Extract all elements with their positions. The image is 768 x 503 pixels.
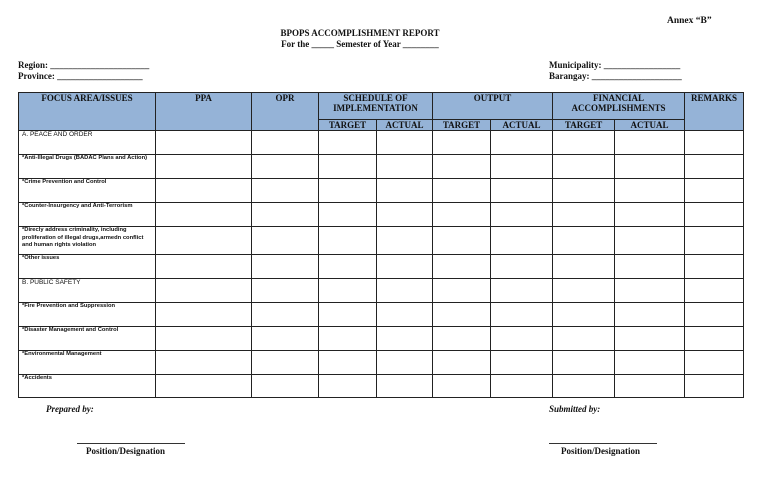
table-row [19, 303, 744, 327]
header-financial: FINANCIAL ACCOMPLISHMENTS [553, 93, 685, 120]
prepared-by-label: Prepared by: [46, 404, 94, 414]
header-financial-target: TARGET [553, 120, 615, 131]
row-label: B. PUBLIC SAFETY [19, 279, 156, 303]
header-output: OUTPUT [433, 93, 553, 120]
row-label: *Environmental Management [19, 351, 156, 375]
header-schedule: SCHEDULE OF IMPLEMENTATION [319, 93, 433, 120]
row-label: *Anti-Illegal Drugs (BADAC Plans and Action) [19, 155, 156, 179]
row-label: *Accidents [19, 375, 156, 398]
accomplishment-table [18, 92, 744, 398]
submitted-by-label: Submitted by: [549, 404, 601, 414]
header-financial-actual: ACTUAL [615, 120, 685, 131]
prepared-signature-line [77, 443, 185, 444]
table-row [19, 203, 744, 227]
row-label: *Direcly address criminality, including proliferation of illegal drugs,armedn conflict and human rights violation [19, 227, 156, 255]
table-row [19, 131, 744, 155]
table-row [19, 227, 744, 255]
row-label: *Other issues [19, 255, 156, 279]
header-focus-area: FOCUS AREA/ISSUES [19, 93, 156, 131]
row-label: *Crime Prevention and Control [19, 179, 156, 203]
annex-label: Annex “B” [667, 16, 712, 26]
row-label: *Disaster Management and Control [19, 327, 156, 351]
report-subtitle: For the _____ Semester of Year ________ [281, 39, 439, 49]
table-row [19, 279, 744, 303]
prepared-position: Position/Designation [86, 446, 166, 456]
header-schedule-target: TARGET [319, 120, 377, 131]
header-ppa: PPA [156, 93, 252, 131]
province-field: Province: ___________________ [18, 71, 143, 81]
table-row [19, 351, 744, 375]
table-row [19, 155, 744, 179]
barangay-field: Barangay: ____________________ [549, 71, 682, 81]
table-row [19, 375, 744, 398]
municipality-field: Municipality: _________________ [549, 60, 681, 70]
header-output-actual: ACTUAL [491, 120, 553, 131]
table-body [19, 131, 744, 398]
row-label: *Fire Prevention and Suppression [19, 303, 156, 327]
header-remarks: REMARKS [685, 93, 744, 131]
table-row [19, 327, 744, 351]
table-row [19, 255, 744, 279]
submitted-signature-line [549, 443, 657, 444]
table-row [19, 179, 744, 203]
report-title: BPOPS ACCOMPLISHMENT REPORT [280, 28, 440, 38]
header-opr: OPR [252, 93, 319, 131]
header-schedule-actual: ACTUAL [377, 120, 433, 131]
row-label: *Counter-Insurgency and Anti-Terrorism [19, 203, 156, 227]
row-label: A. PEACE AND ORDER [19, 131, 156, 155]
header-output-target: TARGET [433, 120, 491, 131]
region-field: Region: ______________________ [18, 60, 150, 70]
submitted-position: Position/Designation [561, 446, 641, 456]
